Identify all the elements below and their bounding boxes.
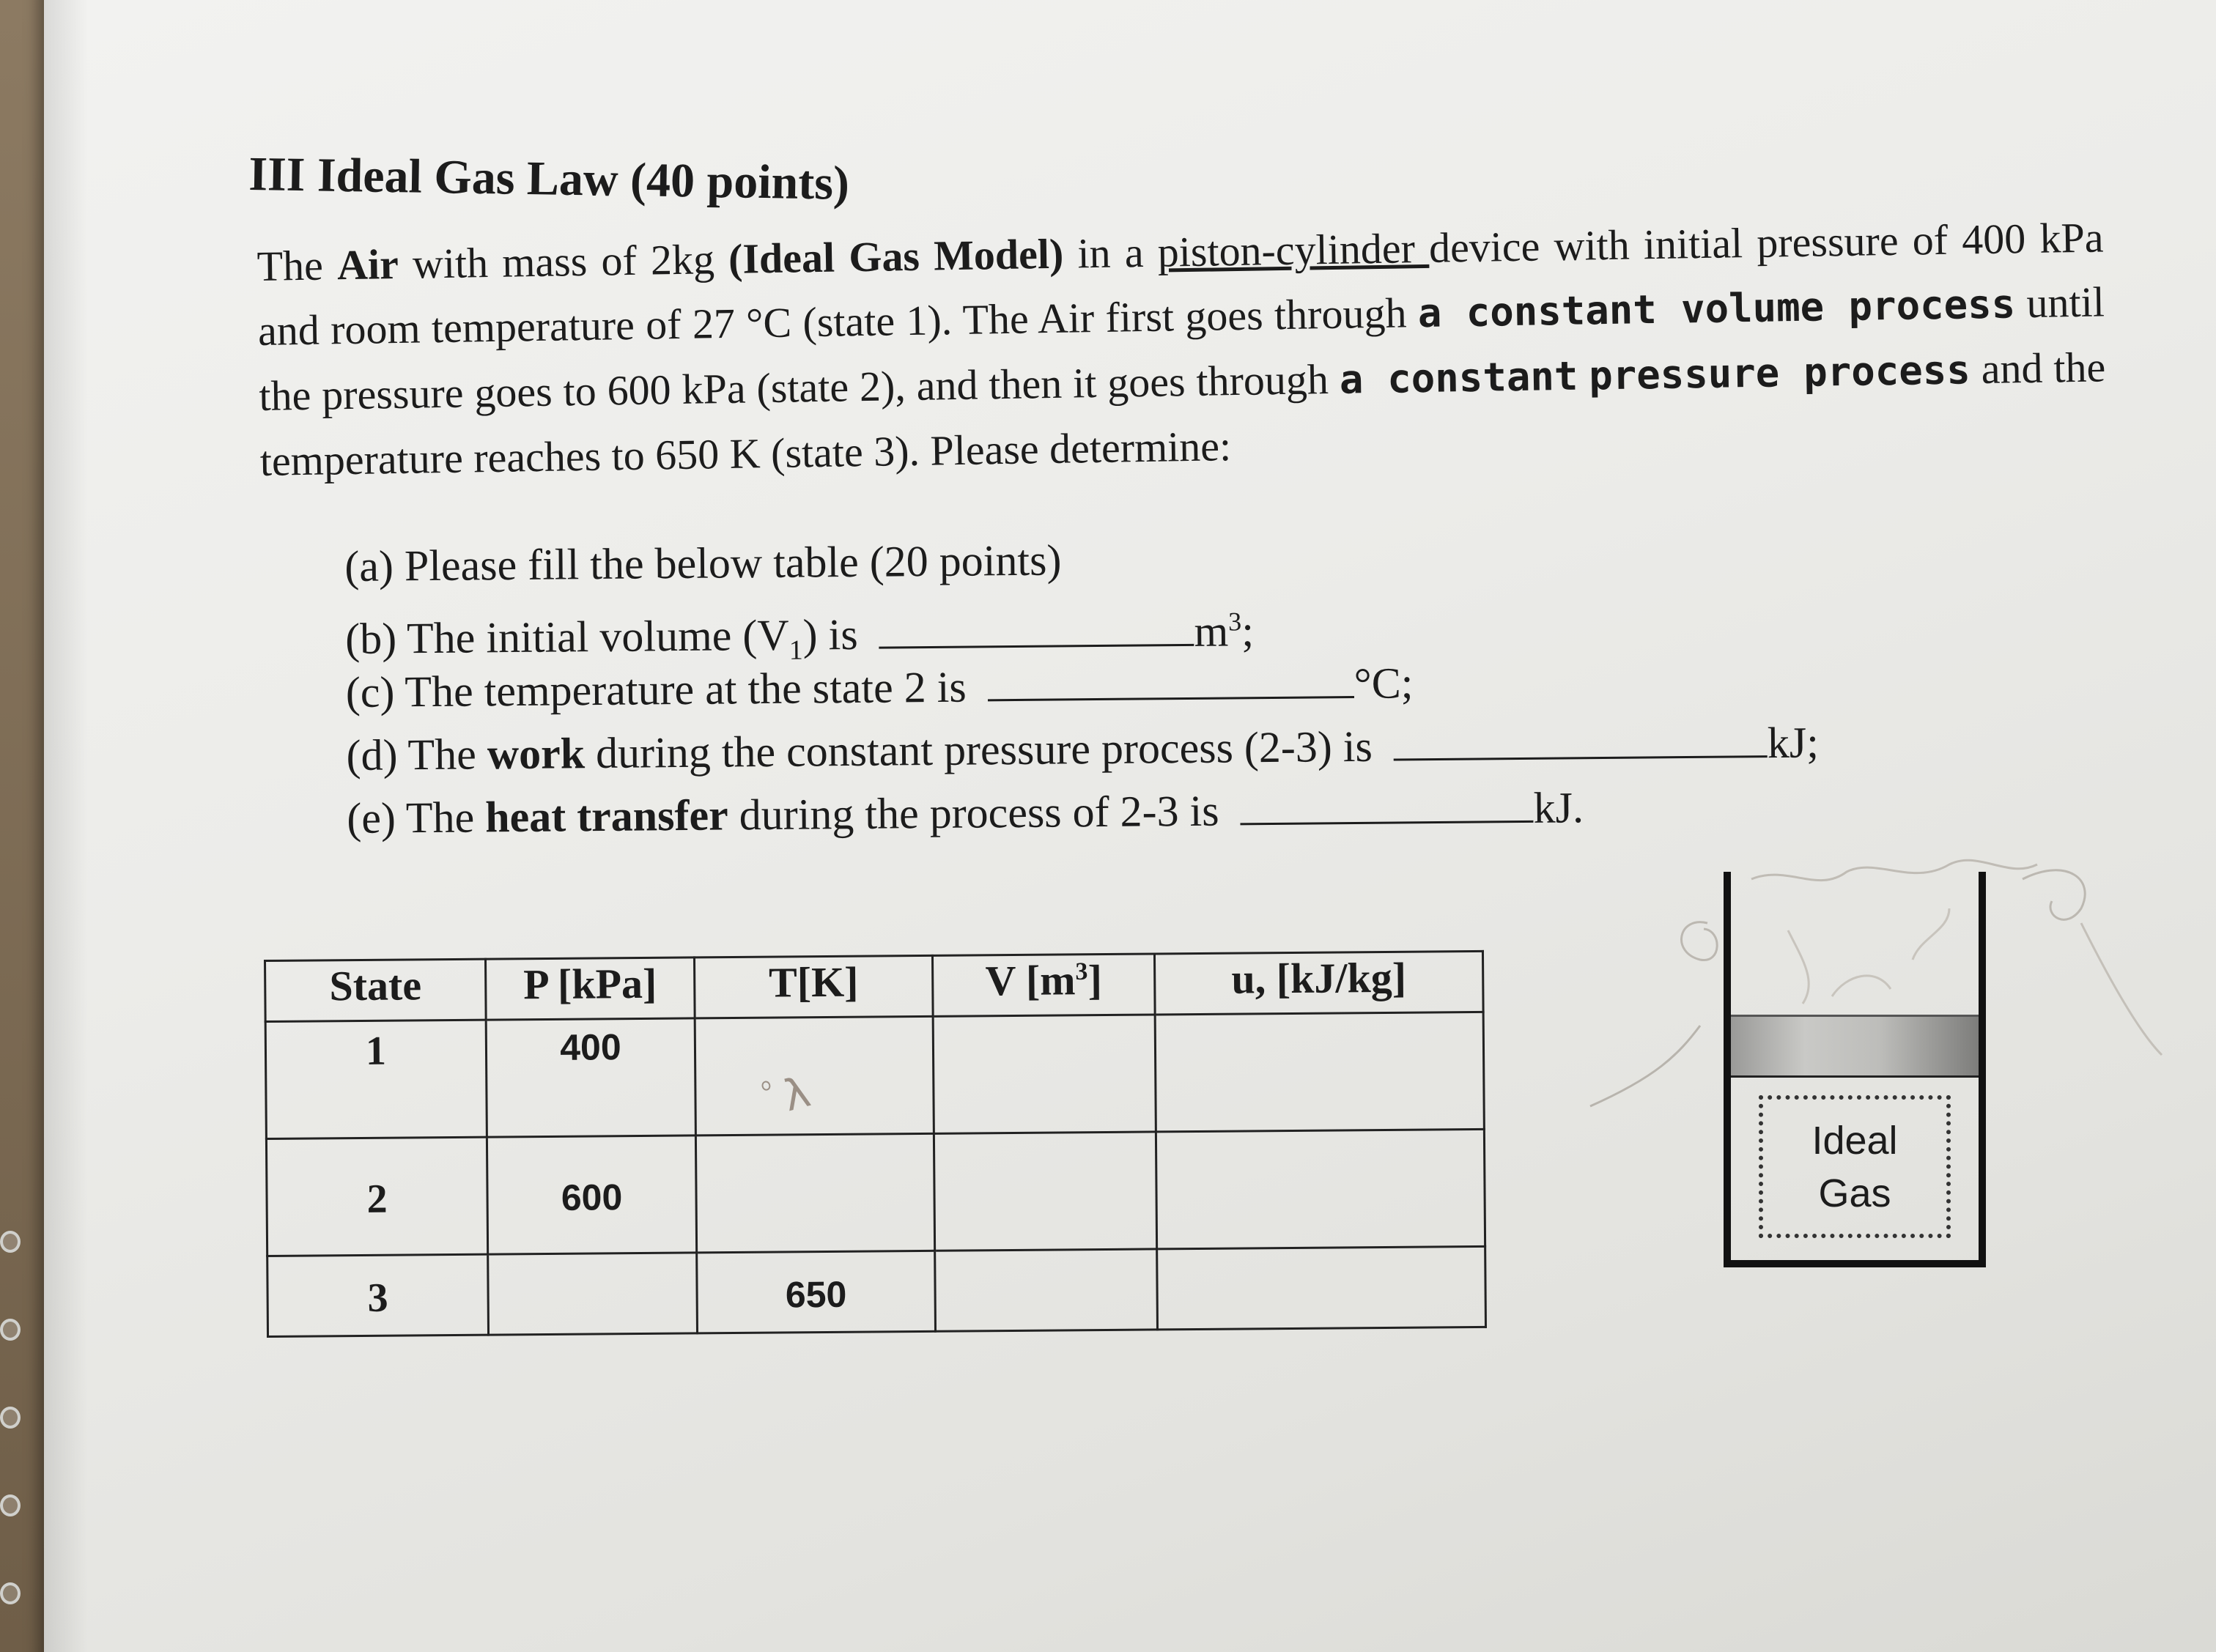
cylinder-wall-left <box>1724 872 1731 1267</box>
cell-temperature: 650 <box>697 1251 936 1333</box>
cell-pressure: 600 <box>487 1136 696 1254</box>
question-d-unit: kJ; <box>1767 718 1820 768</box>
piston-cylinder-diagram <box>1715 864 2008 1275</box>
question-b-unit-sup: 3 <box>1227 607 1242 637</box>
cell-temperature[interactable] <box>695 1133 934 1253</box>
cell-volume[interactable] <box>935 1249 1158 1331</box>
question-d-bold: work <box>487 729 586 779</box>
problem-text: in a <box>1063 228 1159 278</box>
binding-ring <box>0 1231 21 1253</box>
cell-temperature[interactable] <box>695 1016 934 1136</box>
pencil-mark: ﾟλ <box>757 1066 816 1127</box>
cell-volume[interactable] <box>933 1015 1156 1133</box>
question-e-unit: kJ. <box>1533 783 1584 832</box>
table-row <box>267 1246 1486 1336</box>
section-heading: III Ideal Gas Law (40 points) <box>248 147 850 210</box>
answer-blank-d[interactable] <box>1393 713 1768 760</box>
cell-state: 3 <box>267 1254 489 1336</box>
ideal-gas-box <box>1759 1095 1951 1238</box>
cylinder-wall-right <box>1979 872 1986 1267</box>
header-volume <box>932 954 1155 1016</box>
gas-label-line2: Gas <box>1818 1171 1891 1215</box>
question-c-text: (c) The temperature at the state 2 is <box>345 662 967 716</box>
problem-bold-constant-a: a constant <box>1339 352 1578 403</box>
paper-edge-shadow <box>44 0 88 1652</box>
question-d-text-end: during the constant pressure process (2-3) is <box>584 722 1373 778</box>
cell-internal-energy[interactable] <box>1156 1129 1485 1249</box>
problem-bold-ideal-gas-model: (Ideal Gas Model) <box>728 229 1064 283</box>
question-list <box>344 522 1820 850</box>
question-e-bold: heat transfer <box>484 790 729 842</box>
state-table <box>264 950 1487 1338</box>
question-a-text: (a) Please fill the below table (20 points) <box>344 536 1062 590</box>
question-e-text: (e) The <box>347 793 486 842</box>
problem-bold-pressure-process: pressure process <box>1588 347 1971 399</box>
question-c-unit: °C; <box>1353 659 1414 708</box>
cell-pressure[interactable] <box>488 1253 698 1335</box>
cell-pressure: 400 <box>486 1018 695 1137</box>
cylinder-bottom <box>1724 1260 1986 1267</box>
question-b-text: (b) The initial volume (V <box>344 610 789 663</box>
problem-statement <box>256 205 2107 494</box>
header-volume-text: V [m <box>985 956 1076 1005</box>
header-temperature: T[K] <box>694 955 933 1018</box>
cell-internal-energy[interactable] <box>1157 1246 1486 1330</box>
header-state: State <box>265 959 487 1021</box>
answer-blank-b[interactable] <box>879 601 1194 649</box>
header-internal-energy: u, [kJ/kg] <box>1154 951 1483 1015</box>
answer-blank-c[interactable] <box>987 653 1354 701</box>
problem-text: until the pressure goes to 600 kPa (state 2), and then it goes through <box>258 278 2105 420</box>
gas-label-line1: Ideal <box>1811 1119 1898 1163</box>
problem-text: and the temperature reaches to 650 K (state 3). Please determine: <box>259 343 2106 485</box>
problem-text: device with initial pressure of 400 kPa and room temperature of 27 °C (state 1). The Air first goes through <box>257 213 2104 355</box>
problem-text: The <box>256 241 338 290</box>
problem-text: with mass of 2kg <box>398 234 729 288</box>
problem-bold-air: Air <box>336 240 399 289</box>
binding-ring <box>0 1407 21 1429</box>
question-b-unit-end: ; <box>1241 607 1255 656</box>
table-row <box>265 1012 1484 1138</box>
problem-underlined-piston-cylinder: piston-cylinder <box>1157 223 1430 276</box>
cell-internal-energy[interactable] <box>1155 1012 1484 1132</box>
binding-ring <box>0 1319 21 1341</box>
binding-ring <box>0 1582 21 1604</box>
piston-head <box>1731 1015 1979 1078</box>
table-header-row <box>265 951 1484 1021</box>
cell-state: 1 <box>265 1020 487 1138</box>
header-pressure: P [kPa] <box>486 958 695 1020</box>
header-volume-end: ] <box>1087 956 1103 1004</box>
binding-ring <box>0 1494 21 1516</box>
question-d-text: (d) The <box>346 730 488 779</box>
question-b-subscript: 1 <box>788 634 804 666</box>
question-b-unit: m <box>1194 607 1229 656</box>
problem-bold-constant-volume: a constant volume process <box>1417 281 2016 337</box>
cell-state: 2 <box>266 1137 487 1256</box>
table-row <box>266 1129 1485 1256</box>
answer-blank-e[interactable] <box>1240 778 1534 825</box>
header-volume-sup: 3 <box>1075 958 1088 985</box>
question-e-text-end: during the process of 2-3 is <box>728 786 1219 840</box>
cell-volume[interactable] <box>934 1132 1156 1251</box>
question-b-text-end: ) is <box>802 610 858 659</box>
